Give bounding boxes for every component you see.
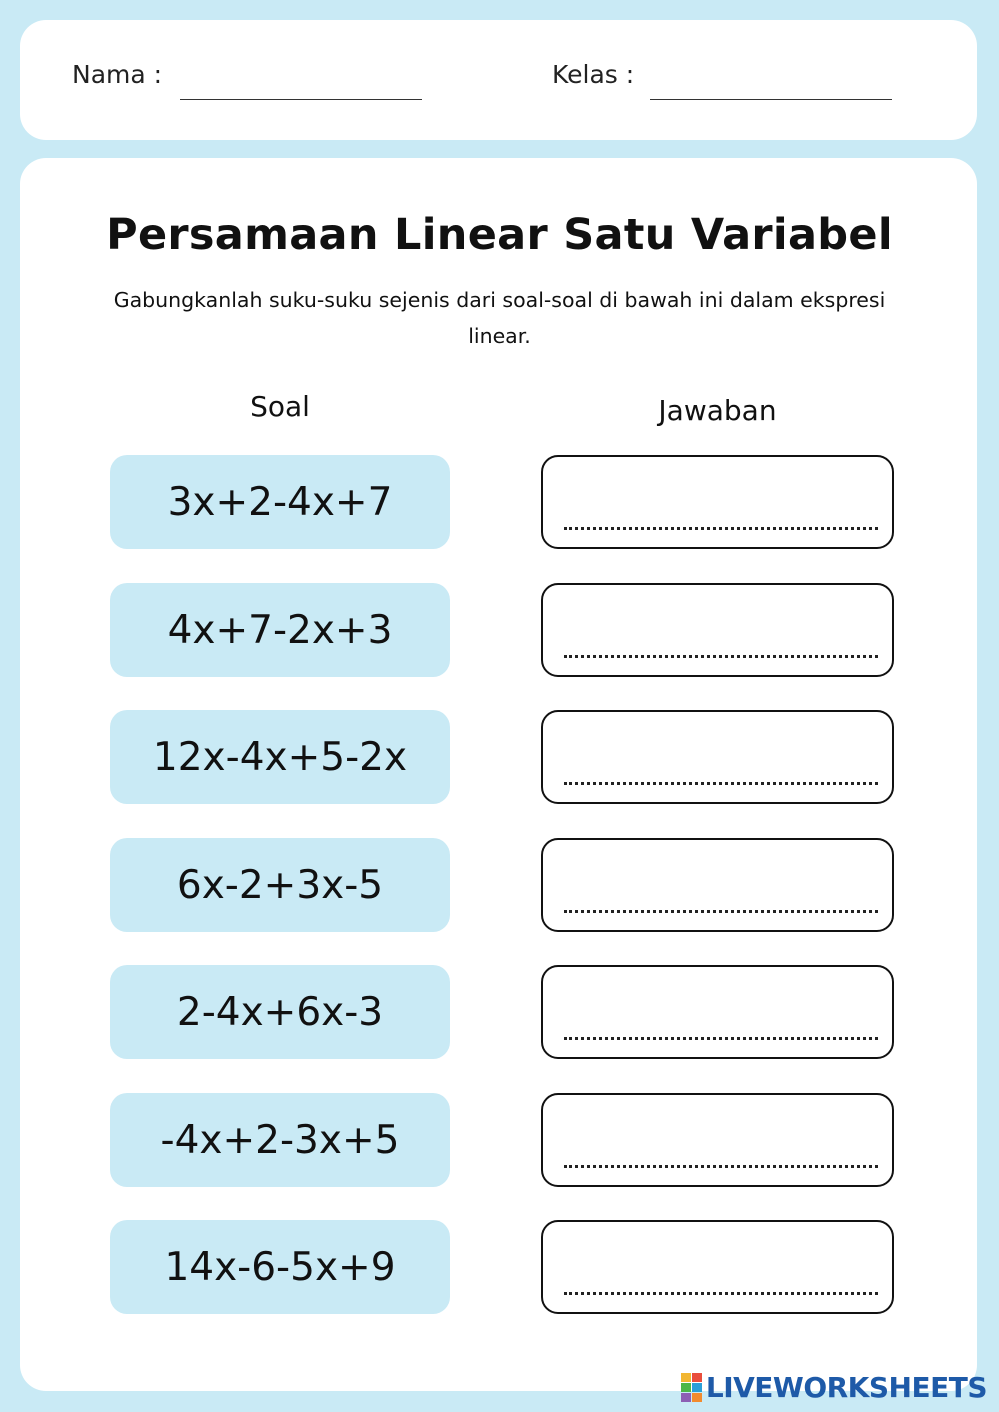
answer-input[interactable] — [561, 607, 874, 643]
answer-input[interactable] — [561, 1244, 874, 1280]
problem-item: 4x+7-2x+3 — [110, 583, 450, 677]
answer-column-header: Jawaban — [658, 394, 777, 427]
logo-square — [681, 1383, 691, 1392]
logo-square — [681, 1373, 691, 1382]
answer-dotted-line — [564, 655, 878, 658]
class-underline — [650, 99, 892, 100]
answer-input[interactable] — [561, 1117, 874, 1153]
instructions-text: Gabungkanlah suku-suku sejenis dari soal-soal di bawah ini dalam ekspresi linear. — [113, 288, 886, 348]
problem-item: 6x-2+3x-5 — [110, 838, 450, 932]
liveworksheets-logo — [681, 1372, 987, 1402]
problem-item: -4x+2-3x+5 — [110, 1093, 450, 1187]
liveworksheets-logo-icon — [681, 1373, 702, 1402]
answer-box[interactable] — [541, 965, 894, 1059]
name-input[interactable] — [181, 64, 425, 100]
name-underline — [180, 99, 422, 100]
answer-box[interactable] — [541, 710, 894, 804]
answer-box[interactable] — [541, 838, 894, 932]
answer-dotted-line — [564, 782, 878, 785]
logo-square — [692, 1383, 702, 1392]
answer-input[interactable] — [561, 862, 874, 898]
answer-input[interactable] — [561, 734, 874, 770]
answer-input[interactable] — [561, 989, 874, 1025]
logo-square — [692, 1373, 702, 1382]
answer-dotted-line — [564, 910, 878, 913]
worksheet-title: Persamaan Linear Satu Variabel — [106, 210, 893, 260]
answer-box[interactable] — [541, 455, 894, 549]
problem-column-header: Soal — [250, 390, 310, 423]
logo-square — [681, 1393, 691, 1402]
problem-item: 3x+2-4x+7 — [110, 455, 450, 549]
problem-item: 2-4x+6x-3 — [110, 965, 450, 1059]
answer-dotted-line — [564, 1165, 878, 1168]
problem-item: 12x-4x+5-2x — [110, 710, 450, 804]
answer-box[interactable] — [541, 583, 894, 677]
answer-dotted-line — [564, 1292, 878, 1295]
answer-box[interactable] — [541, 1093, 894, 1187]
class-input[interactable] — [651, 64, 895, 100]
answer-box[interactable] — [541, 1220, 894, 1314]
logo-square — [692, 1393, 702, 1402]
answer-input[interactable] — [561, 479, 874, 515]
class-label: Kelas : — [552, 60, 635, 89]
answer-dotted-line — [564, 527, 878, 530]
answer-dotted-line — [564, 1037, 878, 1040]
name-label: Nama : — [72, 60, 163, 89]
logo-text: LIVEWORKSHEETS — [705, 1370, 987, 1404]
problem-item: 14x-6-5x+9 — [110, 1220, 450, 1314]
